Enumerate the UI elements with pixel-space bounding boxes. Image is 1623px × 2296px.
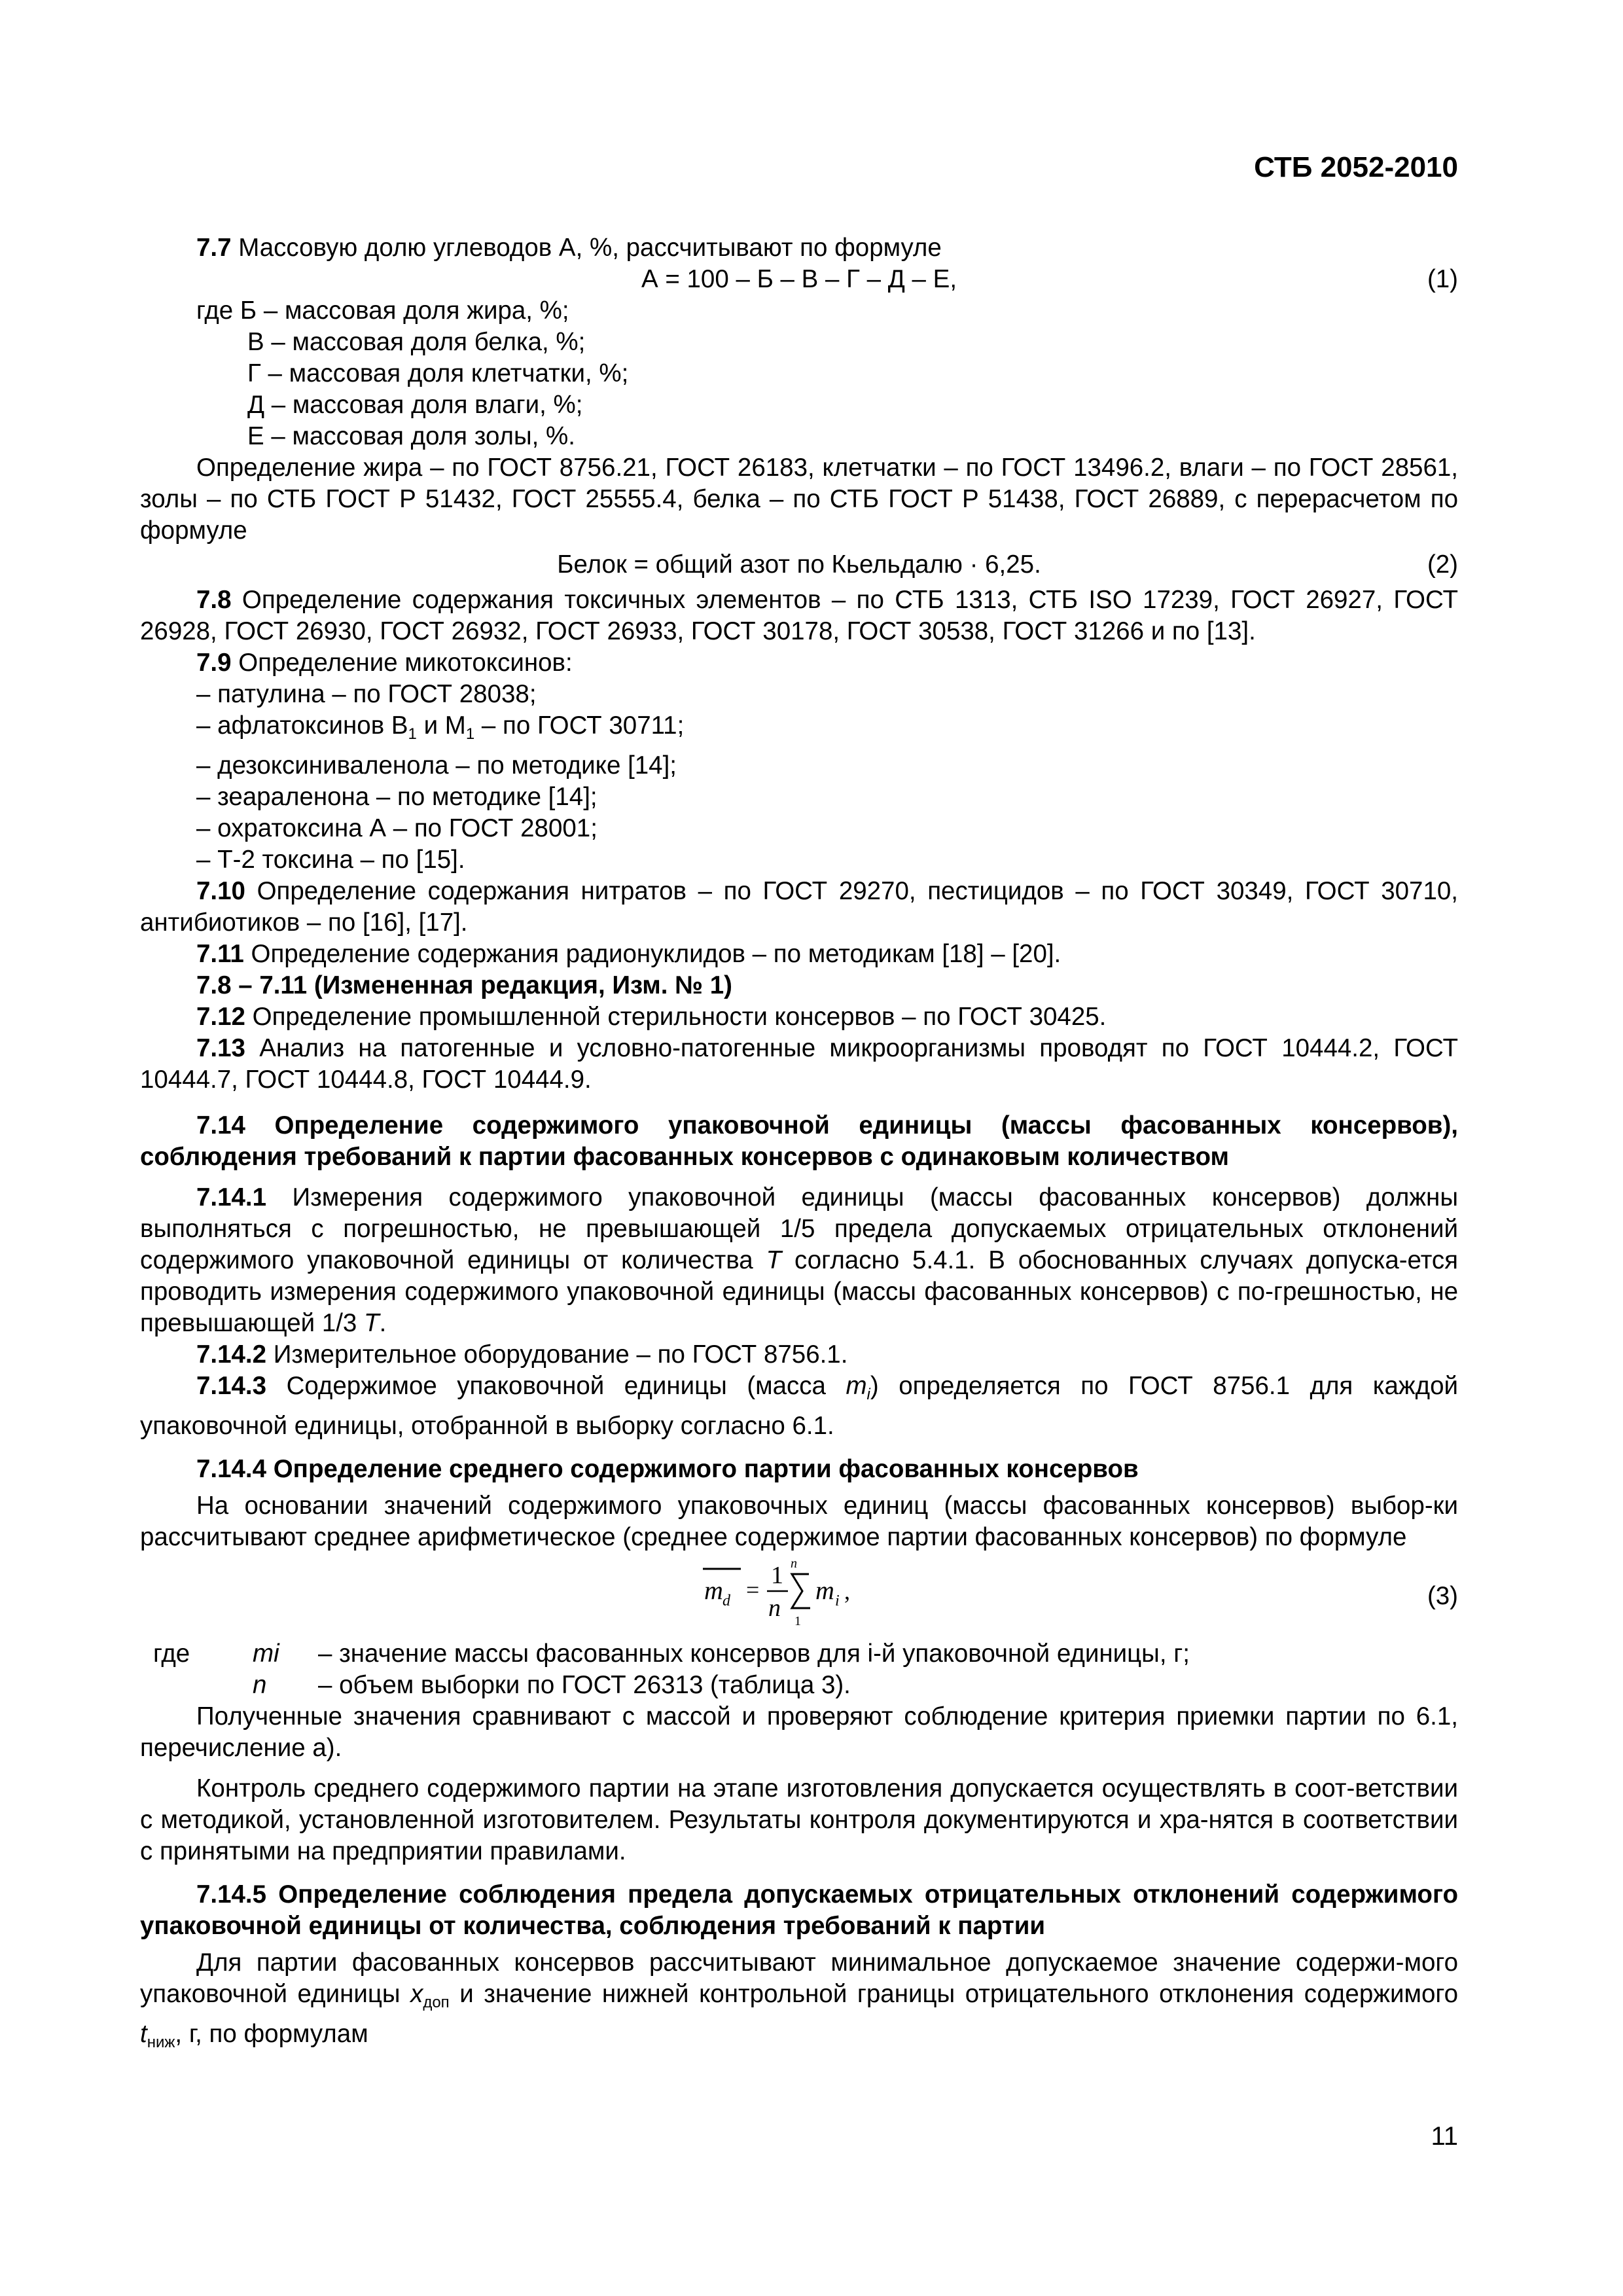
- clause-7-8: [140, 584, 1458, 647]
- clause-text: Измерения содержимого упаковочной единицы (массы фасованных консервов) должны выполняться с погрешностью, не превышающей 1/5 предела допускаемых отрицательных отклонений содержимого упаковочной единицы от количества: [140, 1183, 1458, 1274]
- clause-number: 7.14.3: [196, 1372, 267, 1400]
- clause-number: 7.10: [196, 877, 245, 905]
- formula-number: (3): [1427, 1582, 1458, 1610]
- formula-equals: =: [746, 1577, 760, 1603]
- clause-7-14-1: [140, 1182, 1458, 1339]
- formula-body: Белок = общий азот по Кьельдалю · 6,25.: [557, 550, 1041, 579]
- formula-body: А = 100 – Б – В – Г – Д – Е,: [641, 265, 957, 293]
- clause-text: Определение содержания нитратов – по ГОСТ 29270, пестицидов – по ГОСТ 30349, ГОСТ 30710, антибиотиков – по [16], [17].: [140, 877, 1458, 937]
- clause-text: Содержимое упаковочной единицы (масса: [286, 1372, 846, 1400]
- clause-text: Определение промышленной стерильности консервов – по ГОСТ 30425.: [252, 1003, 1107, 1031]
- where-text: – объем выборки по ГОСТ 26313 (таблица 3).: [318, 1671, 851, 1699]
- clause-text: Для партии фасованных консервов рассчитывают минимальное допускаемое значение содержи-мого упаковочной единицы: [140, 1948, 1458, 2008]
- clause-text: Массовую долю углеводов А, %, рассчитывают по формуле: [238, 234, 942, 262]
- formula-2: [140, 549, 1458, 581]
- clause-7-9: [140, 647, 1458, 679]
- clause-number: 7.9: [196, 649, 232, 677]
- where-text: – значение массы фасованных консервов для i-й упаковочной единицы, г;: [318, 1640, 1190, 1668]
- clause-text: и значение нижней контрольной границы отрицательного отклонения содержимого: [449, 1980, 1458, 2008]
- symbol: T: [364, 1309, 380, 1337]
- sum-lower: 1: [794, 1614, 801, 1628]
- where-line: Д – массовая доля влаги, %;: [247, 391, 583, 419]
- formula-n: n: [768, 1594, 781, 1622]
- clause-7-12: [140, 1001, 1458, 1033]
- formula-3: [140, 1557, 1458, 1636]
- subscript: 1: [408, 725, 417, 743]
- formula-number: (2): [1427, 550, 1458, 579]
- section-heading-7-14: 7.14 Определение содержимого упаковочной единицы (массы фасованных консервов), соблюдения требований к партии фасованных консервов с одинаковым количеством: [140, 1111, 1458, 1171]
- symbol: t: [140, 2020, 147, 2048]
- clause-text: Определение содержания радионуклидов – по методикам [18] – [20].: [251, 940, 1061, 968]
- clause-text: Определение микотоксинов:: [238, 649, 573, 677]
- list-text: и М: [416, 711, 466, 740]
- clause-7-13: [140, 1033, 1458, 1096]
- where-line: Г – массовая доля клетчатки, %;: [247, 359, 629, 387]
- where-line: где Б – массовая доля жира, %;: [196, 296, 569, 325]
- clause-number: 7.8: [196, 586, 232, 614]
- document-code: СТБ 2052-2010: [1254, 151, 1458, 183]
- symbol: T: [766, 1246, 782, 1274]
- sum-upper: n: [791, 1557, 797, 1571]
- clause-text: ) определяется по ГОСТ 8756.1 для каждой упаковочной единицы, отобранной в выборку согласно 6.1.: [140, 1372, 1458, 1440]
- subscript: ниж: [147, 2034, 175, 2051]
- section-heading-7-14-4: 7.14.4 Определение среднего содержимого партии фасованных консервов: [196, 1455, 1139, 1483]
- sum-sign: [792, 1574, 810, 1608]
- clause-text: Определение содержания токсичных элементов – по СТБ 1313, СТБ ISO 17239, ГОСТ 26927, ГОСТ 26928, ГОСТ 26930, ГОСТ 26932, ГОСТ 26933, ГОСТ 30178, ГОСТ 30538, ГОСТ 31266 и по [13].: [140, 586, 1458, 645]
- clause-number: 7.11: [196, 940, 244, 968]
- paragraph: Контроль среднего содержимого партии на этапе изготовления допускается осуществлять в соот-ветствии с методикой, установленной изготовителем. Результаты контроля документируются и хра-нятся в соответствии с принятыми на предприятии правилами.: [140, 1774, 1458, 1865]
- formula-number: (1): [1427, 265, 1458, 293]
- formula-1: [140, 264, 1458, 295]
- list-text: – по ГОСТ 30711;: [474, 711, 685, 740]
- paragraph: Полученные значения сравнивают с массой и проверяют соблюдение критерия приемки партии по 6.1, перечисление а).: [140, 1702, 1458, 1762]
- formula-m: m: [704, 1575, 723, 1605]
- where-line: Е – массовая доля золы, %.: [247, 422, 575, 450]
- formula-comma: ,: [844, 1578, 850, 1604]
- where-symbol: mi: [253, 1640, 279, 1668]
- clause-text: согласно 5.4.1. В обоснованных случаях допуска-ется проводить измерения содержимого упаковочной единицы (массы фасованных консервов) с по-грешностью, не превышающей 1/3: [140, 1246, 1458, 1337]
- list-item: – зеараленона – по методике [14];: [196, 783, 597, 811]
- list-item: – охратоксина А – по ГОСТ 28001;: [196, 814, 597, 842]
- clause-number: 7.12: [196, 1003, 245, 1031]
- clause-number: 7.14.1: [196, 1183, 267, 1211]
- formula-d: d: [722, 1592, 730, 1609]
- where-line: В – массовая доля белка, %;: [247, 328, 586, 356]
- formula-i: i: [835, 1592, 840, 1609]
- where-symbol: n: [253, 1671, 267, 1699]
- subscript: доп: [423, 1994, 450, 2011]
- list-item: – патулина – по ГОСТ 28038;: [196, 680, 537, 708]
- clause-7-14-4-text: На основании значений содержимого упаковочных единиц (массы фасованных консервов) выбор-ки рассчитывают среднее арифметическое (среднее содержимое партии фасованных консервов) по формуле: [140, 1492, 1458, 1551]
- clause-7-10: [140, 876, 1458, 939]
- list-item: – дезоксиниваленола – по методике [14];: [196, 751, 677, 780]
- subscript: 1: [465, 725, 475, 743]
- clause-text: , г, по формулам: [175, 2020, 368, 2048]
- clause-text: .: [379, 1309, 387, 1337]
- methods-paragraph: Определение жира – по ГОСТ 8756.21, ГОСТ 26183, клетчатки – по ГОСТ 13496.2, влаги – по ГОСТ 28561, золы – по СТБ ГОСТ Р 51432, ГОСТ 25555.4, белка – по СТБ ГОСТ Р 51438, ГОСТ 26889, с перерасчетом по формуле: [140, 454, 1458, 545]
- formula-mi: m: [815, 1575, 834, 1605]
- mean-formula-graphic: [703, 1557, 899, 1636]
- clause-text: Анализ на патогенные и условно-патогенные микроорганизмы проводят по ГОСТ 10444.2, ГОСТ 10444.7, ГОСТ 10444.8, ГОСТ 10444.9.: [140, 1034, 1458, 1094]
- clause-7-14-5-text: [140, 1947, 1458, 2058]
- where-label: где: [153, 1640, 190, 1668]
- list-text: – афлатоксинов В: [196, 711, 408, 740]
- symbol: x: [410, 1980, 423, 2008]
- formula-one: 1: [771, 1562, 783, 1589]
- clause-number: 7.14.2: [196, 1340, 267, 1369]
- amendment-note: 7.8 – 7.11 (Измененная редакция, Изм. № 1): [196, 971, 732, 999]
- clause-number: 7.13: [196, 1034, 245, 1062]
- where-row: [140, 1638, 1458, 1670]
- clause-text: Измерительное оборудование – по ГОСТ 8756.1.: [273, 1340, 848, 1369]
- clause-7-14-2: [140, 1339, 1458, 1371]
- section-heading-7-14-5: 7.14.5 Определение соблюдения предела допускаемых отрицательных отклонений содержимого упаковочной единицы от количества, соблюдения требований к партии: [140, 1880, 1458, 1940]
- list-item: – Т-2 токсина – по [15].: [196, 846, 465, 874]
- page-number: 11: [1431, 2122, 1458, 2151]
- where-label-empty: [140, 1670, 253, 1701]
- clause-7-14-3: [140, 1371, 1458, 1442]
- clause-7-11: [140, 939, 1458, 970]
- where-row: [140, 1670, 1458, 1701]
- clause-7-7: [140, 232, 1458, 264]
- clause-number: 7.7: [196, 234, 232, 262]
- page-content: [140, 232, 1458, 2058]
- subscript: i: [866, 1386, 870, 1403]
- symbol: m: [846, 1372, 867, 1400]
- list-item: [140, 710, 1458, 750]
